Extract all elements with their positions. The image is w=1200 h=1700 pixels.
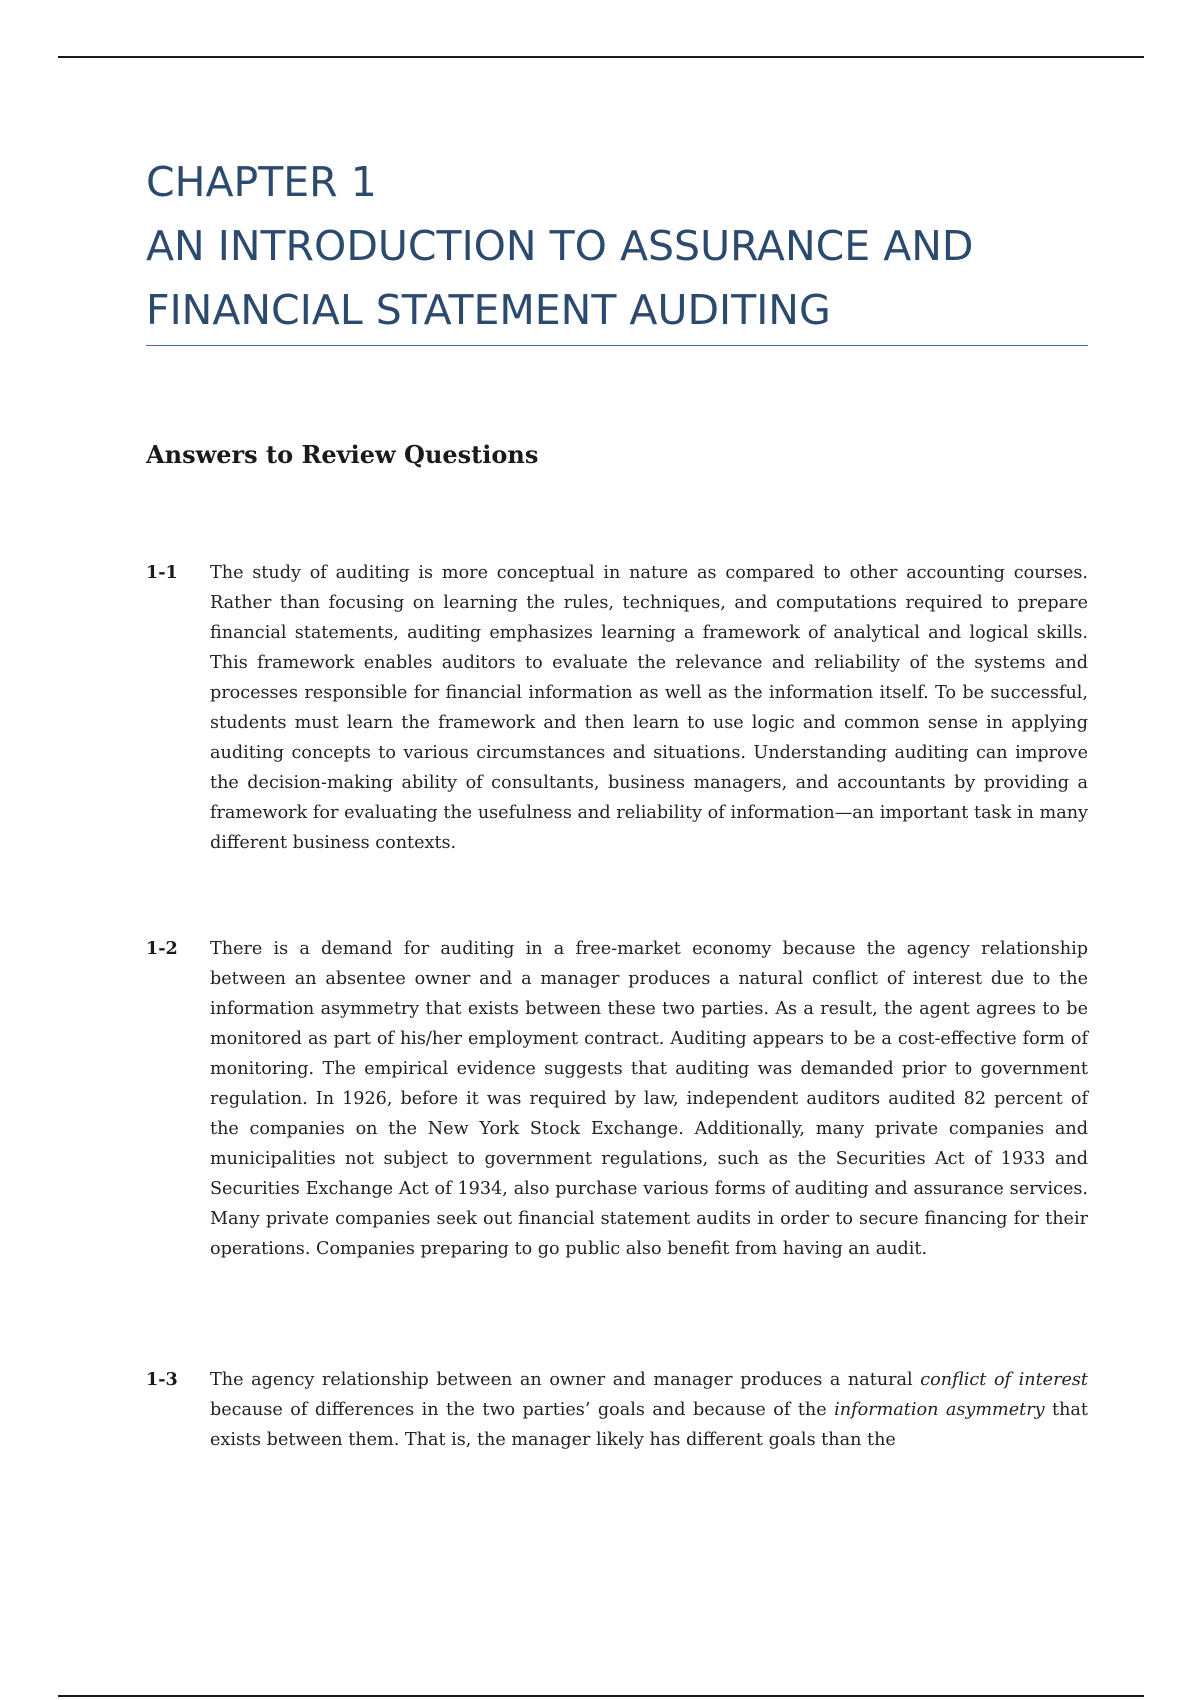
answer-text-segment: that exists between them. That is, the manager likely has different goals than the <box>210 1400 1088 1450</box>
answer-number: 1-1 <box>146 562 178 583</box>
emphasis-term: information asymmetry <box>834 1400 1045 1420</box>
chapter-title <box>146 150 1086 342</box>
answer-text <box>210 1365 1088 1455</box>
answer-item <box>146 1365 1088 1455</box>
answer-text: There is a demand for auditing in a free-market economy because the agency relationship between an absentee owner and a manager produces a natural conflict of interest due to the information asymmetry that exists between these two parties. As a result, the agent agrees to be monitored as part of his/her employment contract. Auditing appears to be a cost-effective form of monitoring. The empirical evidence suggests that auditing was demanded prior to government regulation. In 1926, before it was required by law, independent auditors audited 82 percent of the companies on the New York Stock Exchange. Additionally, many private companies and municipalities not subject to government regulations, such as the Securities Act of 1933 and Securities Exchange Act of 1934, also purchase various forms of auditing and assurance services. Many private companies seek out financial statement audits in order to secure financing for their operations. Companies preparing to go public also benefit from having an audit. <box>210 939 1088 1259</box>
header-rule <box>58 56 1144 58</box>
footer-rule <box>58 1695 1144 1697</box>
title-underline <box>146 345 1088 346</box>
section-heading: Answers to Review Questions <box>146 440 539 469</box>
answer-text: The study of auditing is more conceptual in nature as compared to other accounting courses. Rather than focusing on learning the rules, techniques, and computations required to prepare financial statements, auditing emphasizes learning a framework of analytical and logical skills. This framework enables auditors to evaluate the relevance and reliability of the systems and processes responsible for financial information as well as the information itself. To be successful, students must learn the framework and then learn to use logic and common sense in applying auditing concepts to various circumstances and situations. Understanding auditing can improve the decision-making ability of consultants, business managers, and accountants by providing a framework for evaluating the usefulness and reliability of information—an important task in many different business contexts. <box>210 563 1088 853</box>
answer-text-segment: because of differences in the two parties’ goals and because of the <box>210 1400 835 1420</box>
answer-text-segment: The agency relationship between an owner and manager produces a natural <box>210 1370 921 1390</box>
answer-item <box>146 934 1088 1264</box>
chapter-title-line-2: FINANCIAL STATEMENT AUDITING <box>146 286 831 334</box>
answer-item <box>146 558 1088 858</box>
answer-number: 1-2 <box>146 938 178 959</box>
answer-number: 1-3 <box>146 1369 178 1390</box>
chapter-title-line-1: AN INTRODUCTION TO ASSURANCE AND <box>146 222 974 270</box>
chapter-number: CHAPTER 1 <box>146 158 377 206</box>
emphasis-term: conflict of interest <box>920 1370 1089 1390</box>
